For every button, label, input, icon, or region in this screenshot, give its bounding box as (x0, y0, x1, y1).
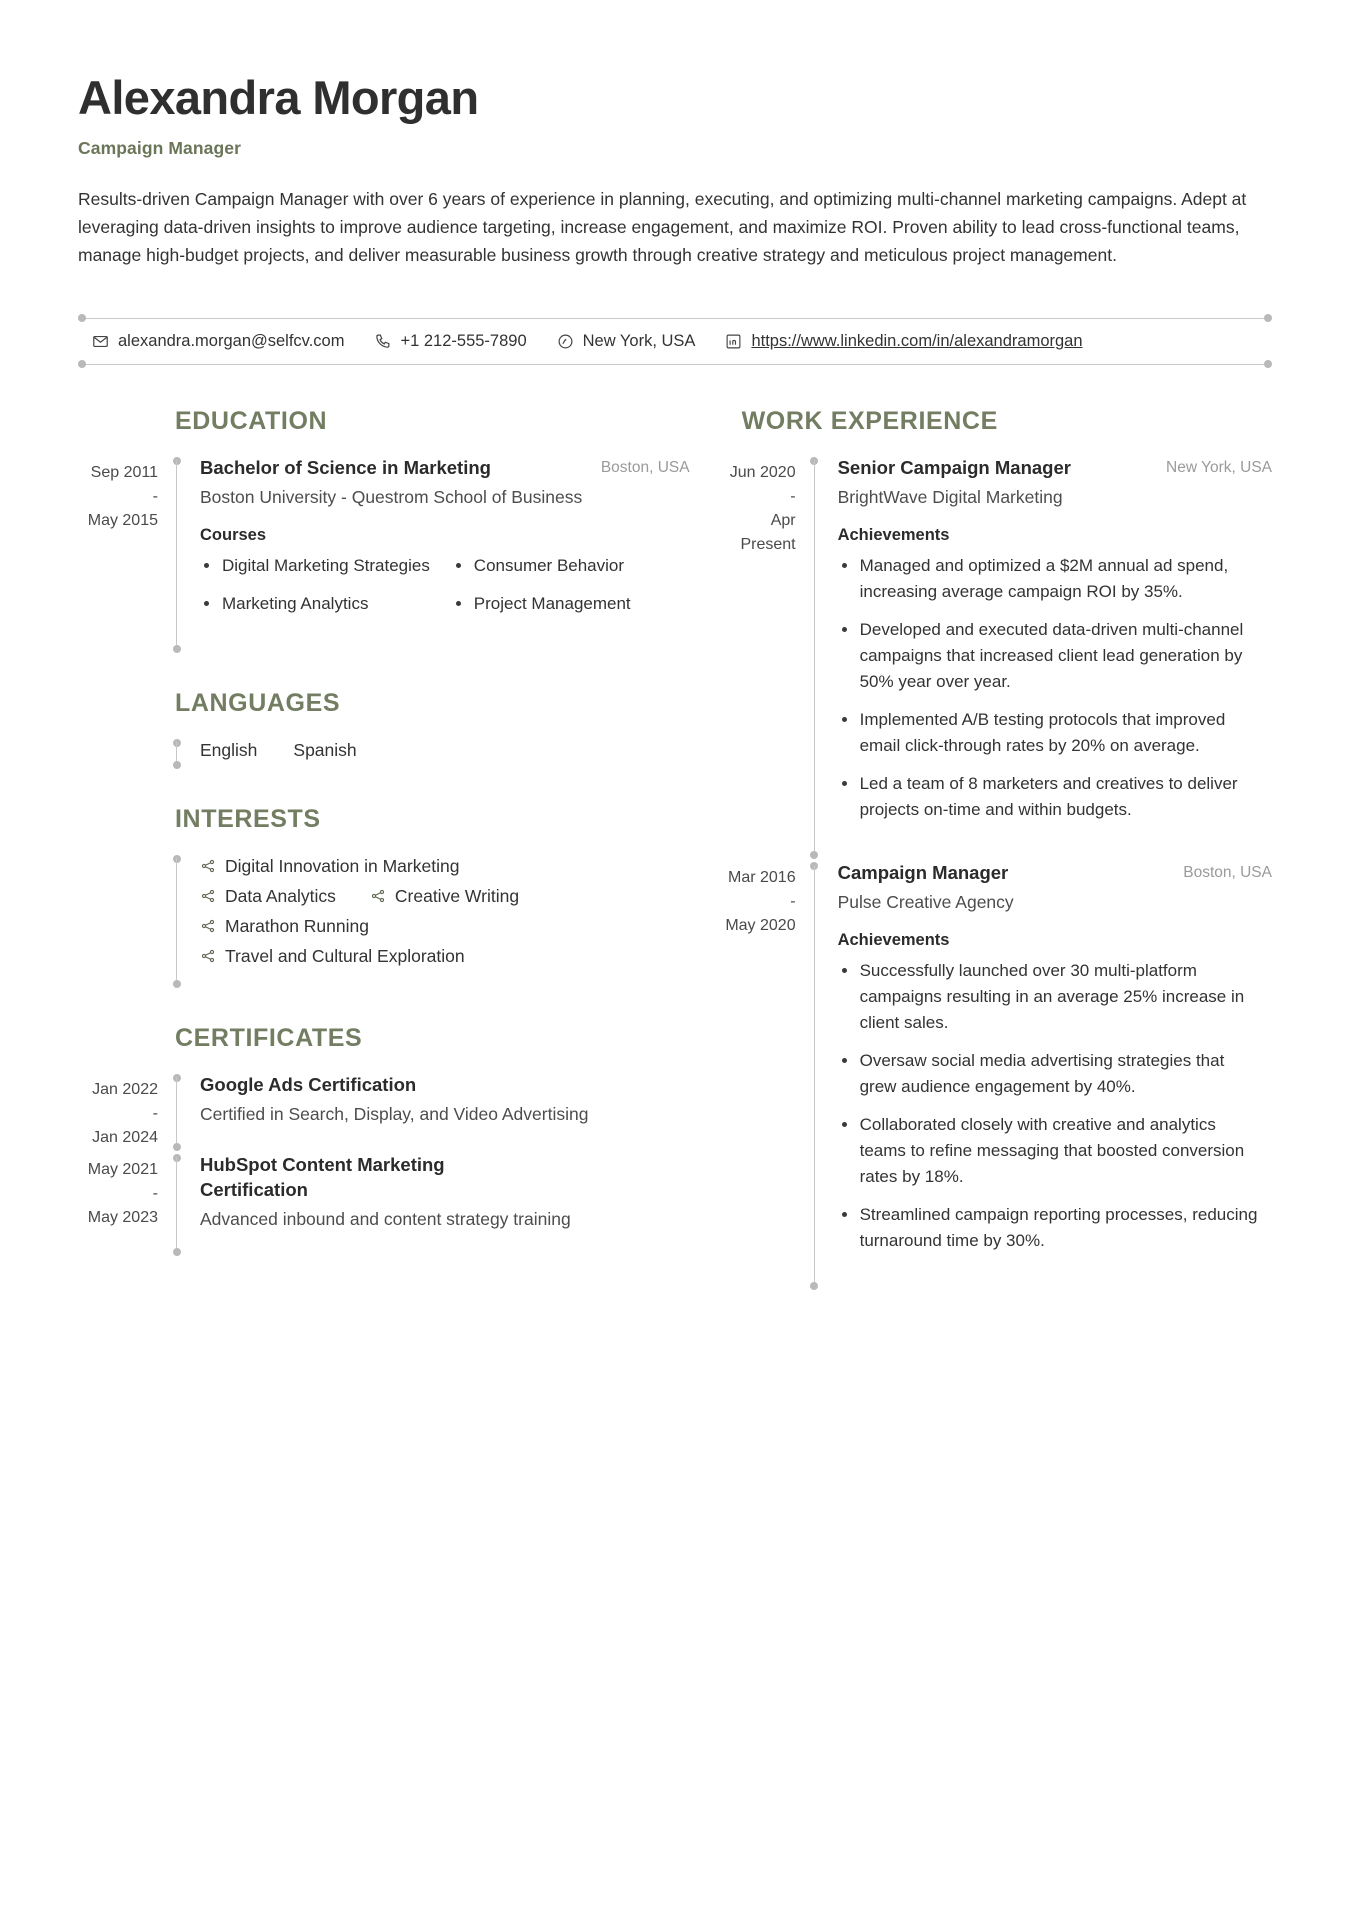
work-dates (720, 861, 806, 1292)
interest-item (370, 886, 519, 907)
interest-item (200, 886, 336, 907)
right-column (720, 407, 1272, 1326)
achievement-item: Managed and optimized a $2M annual ad spend, increasing average campaign ROI by 35%. (838, 553, 1258, 605)
left-column (78, 407, 690, 1293)
work-location: New York, USA (1166, 458, 1272, 476)
certificate-entry (78, 1153, 690, 1258)
certificates-heading: CERTIFICATES (175, 1023, 363, 1052)
language-item: Spanish (293, 739, 357, 760)
email-icon (92, 333, 109, 350)
certificate-description: Advanced inbound and content strategy training (200, 1209, 571, 1230)
certificate-start: Jan 2022 (92, 1080, 158, 1098)
languages-section (78, 689, 690, 771)
work-start: Mar 2016 (728, 868, 796, 886)
certificate-dates (78, 1153, 168, 1258)
education-dates (78, 456, 168, 655)
education-location: Boston, USA (600, 458, 690, 476)
divider-top (78, 318, 1272, 319)
contact-phone-text: +1 212-555-7890 (400, 331, 527, 350)
certificate-title: HubSpot Content Marketing Certification (200, 1154, 445, 1201)
certificate-dash: - (152, 1104, 158, 1122)
work-entry (720, 456, 1272, 861)
interest-item (200, 916, 369, 937)
achievement-item: Oversaw social media advertising strategies that grew audience engagement by 40%. (838, 1048, 1258, 1100)
work-end: May 2020 (725, 916, 796, 934)
work-end: Apr Present (740, 511, 796, 553)
timeline-marker (168, 854, 186, 990)
share-icon (200, 858, 216, 874)
resume-header (78, 72, 1272, 270)
timeline-marker (168, 1153, 186, 1258)
work-heading: WORK EXPERIENCE (741, 406, 998, 435)
candidate-summary: Results-driven Campaign Manager with over 6 years of experience in planning, executing, and optimizing multi-channel marketing campaigns. Adept at leveraging data-driven insights to improve audience targeting, increase engagement, and maximize ROI. Proven ability to lead cross-functional teams, manage high-budget projects, and deliver measurable business growth through creative strategy and meticulous project management. (78, 188, 1247, 266)
timeline-marker (168, 456, 186, 655)
certificate-dash: - (152, 1185, 158, 1203)
certificate-end: Jan 2024 (92, 1128, 158, 1146)
phone-icon (374, 333, 391, 350)
achievements-label: Achievements (837, 525, 950, 544)
work-company: Pulse Creative Agency (837, 891, 1014, 912)
contact-linkedin[interactable] (725, 332, 1082, 351)
certificate-end: May 2023 (87, 1209, 158, 1227)
achievement-item: Led a team of 8 marketers and creatives to deliver projects on-time and within budgets. (838, 771, 1258, 823)
courses-label: Courses (200, 525, 267, 544)
achievement-item: Developed and executed data-driven multi-channel campaigns that increased client lead generation by 50% year over year. (838, 617, 1258, 695)
achievement-item: Successfully launched over 30 multi-platform campaigns resulting in an average 25% increase in client sales. (838, 958, 1258, 1036)
languages-entry (78, 738, 690, 771)
work-section (720, 407, 1272, 1292)
achievements-list (838, 958, 1272, 1254)
education-section (78, 407, 690, 655)
interest-label: Travel and Cultural Exploration (225, 945, 465, 966)
interest-item (200, 946, 465, 967)
education-degree: Bachelor of Science in Marketing (200, 456, 491, 478)
contact-email-text: alexandra.morgan@selfcv.com (118, 331, 345, 350)
timeline-marker (168, 1073, 186, 1153)
achievement-item: Collaborated closely with creative and analytics teams to refine messaging that boosted conversion rates by 18%. (838, 1112, 1258, 1190)
contact-bar (78, 304, 1272, 377)
course-item: Digital Marketing Strategies (200, 553, 438, 579)
education-school: Boston University - Questrom School of Business (200, 486, 583, 507)
certificate-start: May 2021 (87, 1161, 158, 1179)
contact-linkedin-link[interactable]: https://www.linkedin.com/in/alexandramorgan (751, 331, 1083, 350)
interest-label: Marathon Running (225, 915, 369, 936)
languages-heading: LANGUAGES (175, 688, 341, 717)
contact-email[interactable] (92, 332, 344, 351)
share-icon (200, 888, 216, 904)
work-dates (720, 456, 806, 861)
work-title: Senior Campaign Manager (837, 456, 1071, 478)
work-dash: - (790, 487, 796, 505)
contact-phone[interactable] (374, 332, 526, 351)
certificate-dates (78, 1073, 168, 1153)
course-item: Project Management (452, 591, 690, 617)
share-icon (200, 918, 216, 934)
work-entry (720, 861, 1272, 1292)
education-end: May 2015 (87, 511, 158, 529)
linkedin-icon (725, 333, 742, 350)
achievements-list (838, 553, 1272, 823)
certificate-title: Google Ads Certification (200, 1073, 417, 1095)
certificate-entry (78, 1073, 690, 1153)
candidate-name: Alexandra Morgan (78, 71, 479, 124)
work-start: Jun 2020 (729, 463, 796, 481)
courses-list (200, 553, 690, 629)
contact-location (557, 332, 696, 351)
languages-date-spacer (78, 738, 168, 771)
timeline-marker (806, 456, 824, 861)
interest-label: Creative Writing (394, 885, 520, 906)
contact-location-text: New York, USA (582, 331, 696, 350)
course-item: Consumer Behavior (452, 553, 690, 579)
share-icon (200, 948, 216, 964)
certificates-section (78, 1024, 690, 1258)
achievement-item: Implemented A/B testing protocols that improved email click-through rates by 20% on average. (838, 707, 1258, 759)
education-heading: EDUCATION (175, 406, 328, 435)
interest-item (200, 856, 459, 877)
interest-label: Data Analytics (225, 885, 336, 906)
timeline-marker (806, 861, 824, 1292)
education-dash: - (152, 487, 158, 505)
education-entry (78, 456, 690, 655)
work-dash: - (790, 892, 796, 910)
work-title: Campaign Manager (837, 861, 1009, 883)
interests-entry (78, 854, 690, 990)
course-item: Marketing Analytics (200, 591, 438, 617)
share-icon (370, 888, 386, 904)
work-company: BrightWave Digital Marketing (837, 486, 1063, 507)
work-location: Boston, USA (1183, 863, 1272, 881)
interest-label: Digital Innovation in Marketing (225, 855, 460, 876)
interests-date-spacer (78, 854, 168, 990)
divider-bottom (78, 364, 1272, 365)
interests-section (78, 805, 690, 990)
education-start: Sep 2011 (90, 463, 158, 481)
timeline-marker (168, 738, 186, 771)
candidate-role: Campaign Manager (78, 137, 242, 158)
location-icon (557, 333, 574, 350)
interests-heading: INTERESTS (175, 804, 321, 833)
achievement-item: Streamlined campaign reporting processes, reducing turnaround time by 30%. (838, 1202, 1258, 1254)
certificate-description: Certified in Search, Display, and Video Advertising (200, 1103, 589, 1124)
language-item: English (200, 739, 258, 760)
achievements-label: Achievements (837, 931, 950, 950)
